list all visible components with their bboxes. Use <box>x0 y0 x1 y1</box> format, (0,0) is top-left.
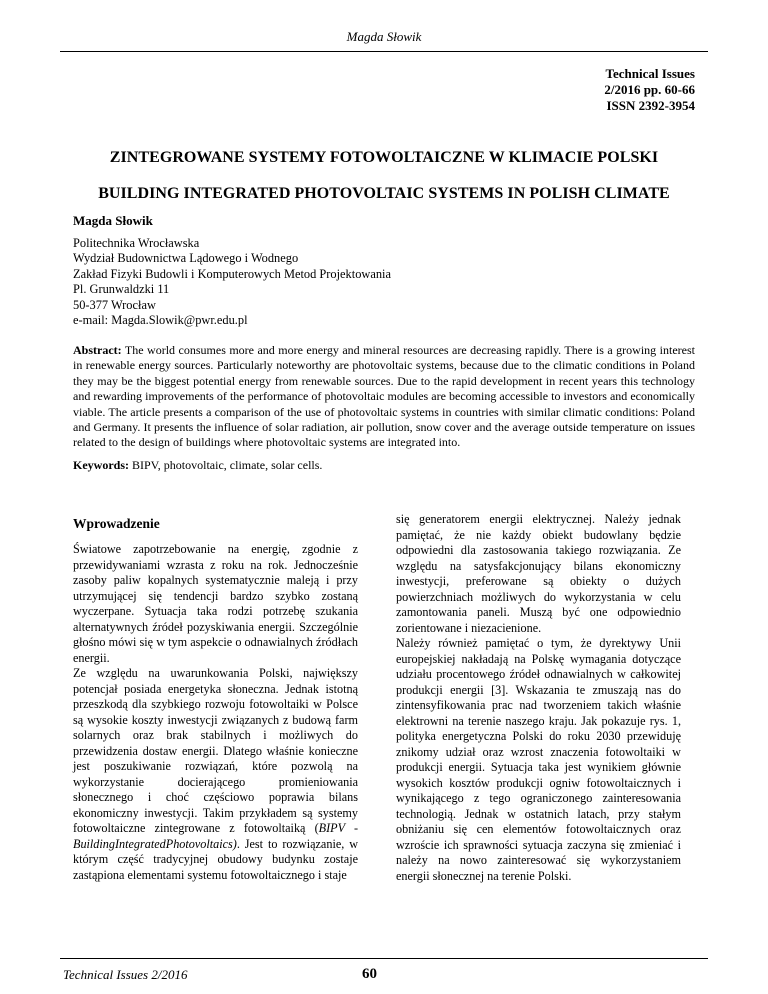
paragraph-text: . Jest to rozwiązanie, w którym część tradycyjnej obudowy budynku zostaje zastąpiona elementami systemu fotowoltaicznego i staje <box>73 836 358 882</box>
affiliation-line: Zakład Fizyki Budowli i Komputerowych Metod Projektowania <box>73 266 391 281</box>
footer-rule <box>60 958 708 959</box>
paragraph: Należy również pamiętać o tym, że dyrektywy Unii europejskiej nakładają na Polskę wymagania dotyczące udziału procentowego źródeł odnawialnych w całkowitej produkcji energii [3]. Wskazania te zmuszają nas do zintensyfikowania prac nad tworzeniem takich właśnie elektrowni na terenie naszego kraju. Jak pokazuje rys. 1, polityka energetyczna Polski do roku 2030 przewiduję znikomy udział oraz wzrost znaczenia fotowoltaiki w produkcji energii. Sytuacja taka jest wynikiem głównie wysokich kosztów produkcji ogniw fotowoltaicznych i wynikającego z tego ograniczonego zainteresowania technologią. Jednak w ostatnich latach, przy stałym obniżaniu się cen elementów fotowoltaicznych oraz wzroście ich sprawności sytuacja zaczyna się zmieniać i należy na nowo zainteresować się wykorzystaniem energii słonecznej na terenie Polski. <box>396 636 681 883</box>
section-heading: Wprowadzenie <box>73 516 160 531</box>
journal-info <box>604 66 695 114</box>
paragraph: się generatorem energii elektrycznej. Należy jednak pamiętać, że nie każdy obiekt budowlany będzie odpowiedni dla zastosowania takiego rozwiązania. Ze względu na satysfakcjonujący bilans ekonomiczny inwestycji, preferowane są obiekty o dużych powierzchniach możliwych do wykorzystania w celu zamontowania paneli. Muszą być one odpowiednio zorientowane i niezacienione. <box>396 512 681 635</box>
affiliation-line: Politechnika Wrocławska <box>73 236 200 250</box>
paragraph-text: Ze względu na uwarunkowania Polski, największy potencjał posiada energetyka słoneczna. Jednak istotną przeszkodą dla szybkiego rozwoju fotowoltaiki w Polsce są wysokie koszty inwestycji związanych z budową farm solarnych oraz brak stabilnych i możliwych do przewidzenia dostaw energii. Dlatego właśnie konieczne jest poszukiwanie rozwiązań, które pozwolą na wykorzystanie docierającego promieniowania słonecznego i choć częściowo poprawia bilans ekonomiczny inwestycji. Takim przykładem są systemy fotowoltaiczne zintegrowane z fotowoltaiką ( <box>73 666 358 835</box>
bipv-term: BIPV - BuildingIntegratedPhotovoltaics) <box>73 821 358 851</box>
author-email: e-mail: Magda.Slowik@pwr.edu.pl <box>73 313 248 328</box>
keywords <box>73 458 322 473</box>
body-column-right <box>396 512 681 884</box>
page-number: 60 <box>362 966 377 982</box>
affiliation-line: Pl. Grunwaldzki 11 <box>73 282 170 297</box>
author-name: Magda Słowik <box>73 213 153 228</box>
title-polish: ZINTEGROWANE SYSTEMY FOTOWOLTAICZNE W KLIMACIE POLSKI <box>109 149 659 166</box>
paragraph: Światowe zapotrzebowanie na energię, zgodnie z przewidywaniami wzrasta z roku na rok. Jednocześnie zasoby paliw kopalnych systematycznie maleją i przy utrzymującej się tendencji bardzo szybko zostaną wyczerpane. Sytuacja taka rodzi potrzebę szukania alternatywnych źródeł pozyskiwania energii. Szczególnie głośno mówi się w tym aspekcie o odnawialnych źródłach energii. <box>73 542 358 665</box>
title-english: BUILDING INTEGRATED PHOTOVOLTAIC SYSTEMS IN POLISH CLIMATE <box>98 185 670 202</box>
journal-issue: 2/2016 pp. 60-66 <box>604 82 695 97</box>
abstract-label: Abstract: <box>73 343 122 357</box>
author-affiliation <box>73 236 391 328</box>
running-head: Magda Słowik <box>346 29 422 44</box>
paragraph <box>73 666 358 883</box>
header-rule <box>60 51 708 52</box>
journal-name: Technical Issues <box>605 66 695 81</box>
abstract <box>73 343 695 451</box>
keywords-text: BIPV, photovoltaic, climate, solar cells. <box>132 458 323 472</box>
footer-journal: Technical Issues 2/2016 <box>63 967 188 982</box>
journal-issn: ISSN 2392-3954 <box>606 98 695 113</box>
affiliation-line: 50-377 Wrocław <box>73 297 156 312</box>
body-column-left <box>73 542 358 883</box>
keywords-label: Keywords: <box>73 458 129 472</box>
affiliation-line: Wydział Budownictwa Lądowego i Wodnego <box>73 251 299 266</box>
abstract-text: The world consumes more and more energy and mineral resources are decreasing rapidly. There is a growing interest in renewable energy sources. Particularly noteworthy are photovoltaic systems, because due to the climatic conditions in Poland they may be the biggest potential energy from renewable sources. Due to the rapid development in recent years this technology and rewarding improvements of the performance of photovoltaic modules are becoming accessible to investors and economically viable. The article presents a comparison of the use of photovoltaic systems in countries with similar climatic conditions: Poland and Germany. It presents the influence of solar radiation, air pollution, snow cover and the average outside temperature on issues related to the design of buildings where photovoltaic systems are integrated into. <box>73 343 695 450</box>
